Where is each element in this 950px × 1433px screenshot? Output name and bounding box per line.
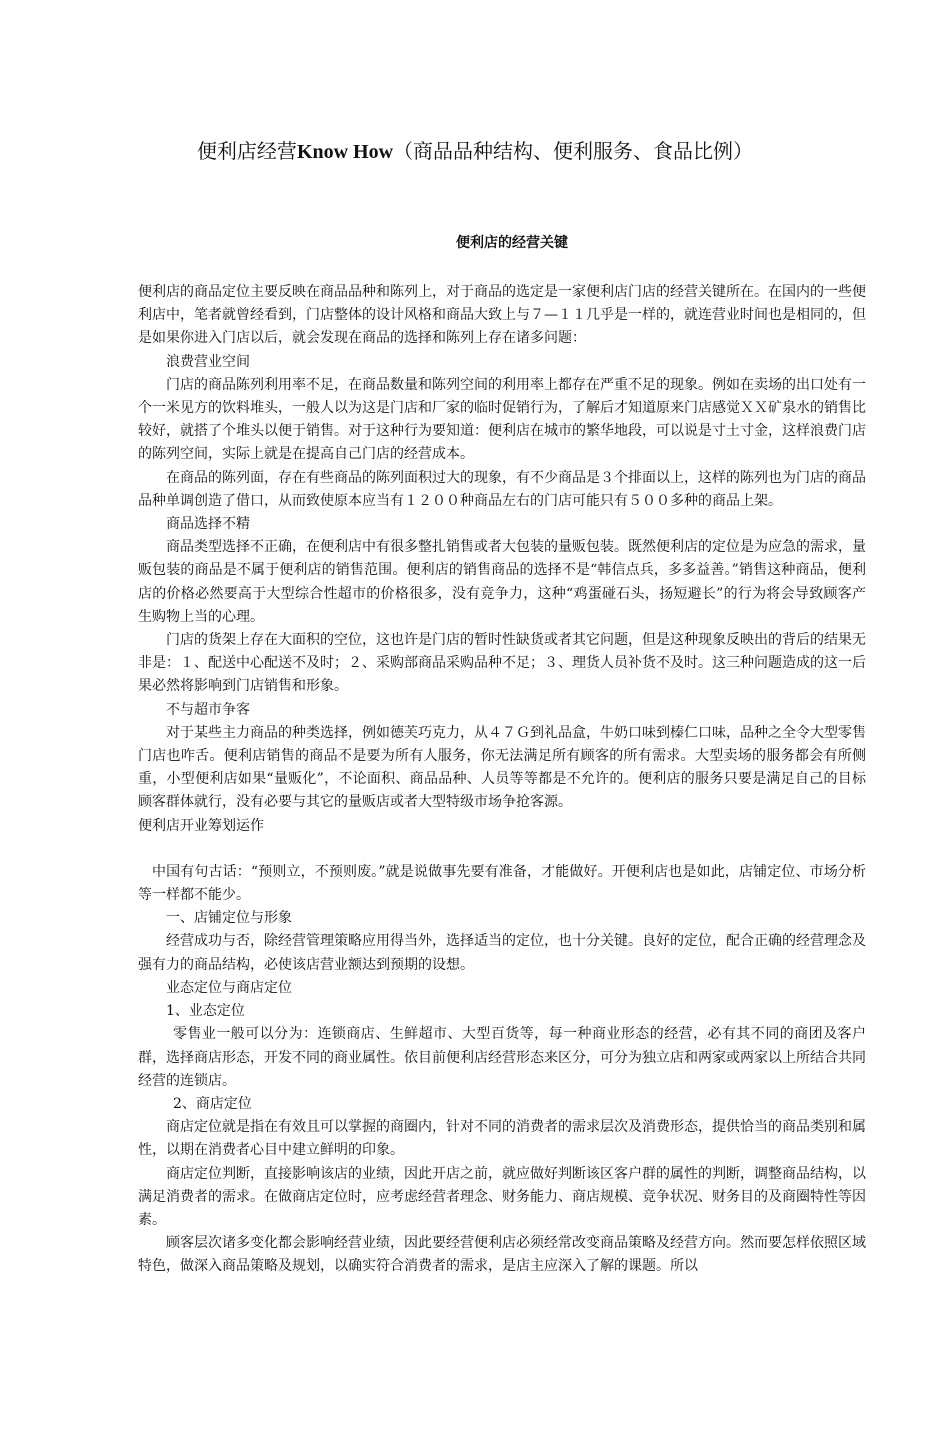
subheading: 不与超市争客 xyxy=(166,701,250,718)
paragraph: 门店的货架上存在大面积的空位，这也许是门店的暂时性缺货或者其它问题，但是这种现象反映出的背后的结果无非是：１、配送中心配送不及时；２、采购部商品采购品种不足；３、理货人员补货不及时。这三种问题造成的这一后果必然将影响到门店销售和形象。 xyxy=(138,632,866,695)
paragraph: 商店定位判断，直接影响该店的业绩，因此开店之前，就应做好判断该区客户群的属性的判断，调整商品结构，以满足消费者的需求。在做商店定位时，应考虑经营者理念、财务能力、商店规模、竞争状况、财务目的及商圈特性等因素。 xyxy=(138,1165,866,1228)
section-heading: 便利店的经营关键 xyxy=(456,235,568,251)
paragraph: 门店的商品陈列利用率不足，在商品数量和陈列空间的利用率上都存在严重不足的现象。例如在卖场的出口处有一个一米见方的饮料堆头，一般人以为这是门店和厂家的临时促销行为，了解后才知道原来门店感觉ＸＸ矿泉水的销售比较好，就搭了个堆头以便于销售。对于这种行为要知道：便利店在城市的繁华地段，可以说是寸土寸金，这样浪费门店的陈列空间，实际上就是在提高自己门店的经营成本。 xyxy=(138,376,866,463)
paragraph: 中国有句古话：“预则立，不预则废。”就是说做事先要有准备，才能做好。开便利店也是如此，店铺定位、市场分析等一样都不能少。 xyxy=(138,863,866,904)
section-title: 便利店开业筹划运作 xyxy=(138,817,264,834)
subheading: 浪费营业空间 xyxy=(166,353,250,370)
blank-line xyxy=(138,838,866,861)
paragraph: 商品类型选择不正确，在便利店中有很多整扎销售或者大包装的量贩包装。既然便利店的定位是为应急的需求，量贩包装的商品是不属于便利店的销售范围。便利店的销售商品的选择不是“韩信点兵，多多益善。”销售这种商品，便利店的价格必然要高于大型综合性超市的价格很多，没有竞争力，这种“鸡蛋碰石头，扬短避长”的行为将会导致顾客产生购物上当的心理。 xyxy=(138,539,866,625)
paragraph: 便利店的商品定位主要反映在商品品种和陈列上，对于商品的选定是一家便利店门店的经营关键所在。在国内的一些便利店中，笔者就曾经看到，门店整体的设计风格和商品大致上与７—１１几乎是一样的，就连营业时间也是相同的，但是如果你进入门店以后，就会发现在商品的选择和陈列上存在诸多问题： xyxy=(138,284,866,347)
document-title xyxy=(0,136,950,167)
paragraph: 顾客层次诸多变化都会影响经营业绩，因此要经营便利店必须经常改变商品策略及经营方向。然而要怎样依照区域特色，做深入商品策略及规划，以确实符合消费者的需求，是店主应深入了解的课题。所以 xyxy=(138,1235,866,1275)
title-prefix: 便利店经营 xyxy=(196,139,297,163)
title-suffix: （商品品种结构、便利服务、食品比例） xyxy=(393,139,754,163)
document-body xyxy=(138,281,866,1279)
paragraph: 商店定位就是指在有效且可以掌握的商圈内，针对不同的消费者的需求层次及消费形态，提供恰当的商品类别和属性，以期在消费者心目中建立鲜明的印象。 xyxy=(138,1119,866,1159)
subheading: 一、店铺定位与形象 xyxy=(166,910,292,927)
paragraph: 经营成功与否，除经营管理策略应用得当外，选择适当的定位，也十分关键。良好的定位，配合正确的经营理念及强有力的商品结构，必使该店营业额达到预期的设想。 xyxy=(138,933,866,973)
subheading: 1、业态定位 xyxy=(166,1003,245,1020)
paragraph: 零售业一般可以分为：连锁商店、生鲜超市、大型百货等，每一种商业形态的经营，必有其不同的商团及客户群，选择商店形态，开发不同的商业属性。依目前便利店经营形态来区分，可分为独立店和两家或两家以上所结合共同经营的连锁店。 xyxy=(138,1026,866,1089)
subheading: 业态定位与商店定位 xyxy=(166,979,292,996)
subheading: 商品选择不精 xyxy=(166,516,250,533)
paragraph: 对于某些主力商品的种类选择，例如德芙巧克力，从４７Ｇ到礼品盒，牛奶口味到榛仁口味，品种之全令大型零售门店也咋舌。便利店销售的商品不是要为所有人服务，你无法满足所有顾客的所有需求。大型卖场的服务都会有所侧重，小型便利店如果“量贩化”，不论面积、商品品种、人员等等都是不允许的。便利店的服务只要是满足自己的目标顾客群体就行，没有必要与其它的量贩店或者大型特级市场争抢客源。 xyxy=(138,724,866,811)
subheading: 2、商店定位 xyxy=(173,1095,252,1112)
paragraph: 在商品的陈列面，存在有些商品的陈列面积过大的现象，有不少商品是３个排面以上，这样的陈列也为门店的商品品种单调创造了借口，从而致使原本应当有１２００种商品左右的门店可能只有５００多种的商品上架。 xyxy=(138,469,866,509)
title-english: Know How xyxy=(296,141,394,163)
